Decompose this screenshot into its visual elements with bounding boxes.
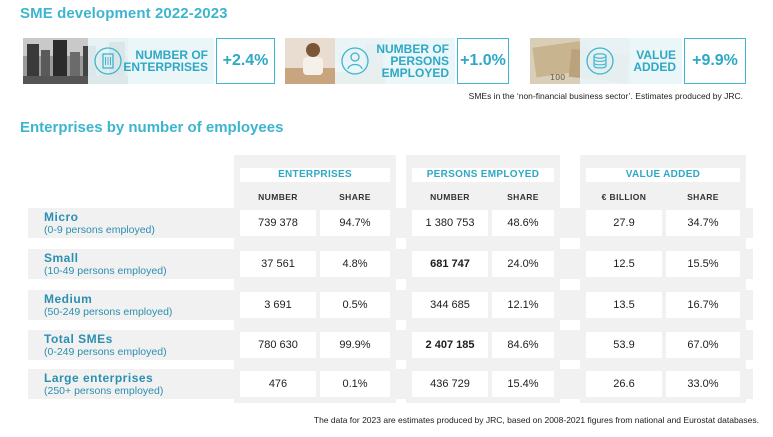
cell-medium-value-share: 16.7% <box>666 292 740 318</box>
coins-icon <box>585 46 615 76</box>
cell-micro-enterprises-share: 94.7% <box>320 210 390 236</box>
cell-small-enterprises-number: 37 561 <box>240 251 316 277</box>
cell-small-persons-number: 681 747 <box>412 251 488 277</box>
cell-total-persons-share: 84.6% <box>492 332 554 358</box>
cell-large-enterprises-share: 0.1% <box>320 371 390 397</box>
cell-medium-persons-number: 344 685 <box>412 292 488 318</box>
cell-total-enterprises-number: 780 630 <box>240 332 316 358</box>
cell-small-persons-share: 24.0% <box>492 251 554 277</box>
kpi-enterprises-label: NUMBER OF ENTERPRISES <box>128 38 214 84</box>
kpi-enterprises-value: +2.4% <box>216 38 275 84</box>
cell-micro-enterprises-number: 739 378 <box>240 210 316 236</box>
col-header-persons-number: NUMBER <box>430 192 470 202</box>
col-header-enterprises-number: NUMBER <box>258 192 298 202</box>
kpi-value-added <box>530 38 748 84</box>
cell-small-value-billion: 12.5 <box>586 251 662 277</box>
svg-text:100: 100 <box>550 73 566 82</box>
cell-micro-value-billion: 27.9 <box>586 210 662 236</box>
kpi-value-added-label: VALUE ADDED <box>620 38 682 84</box>
cell-medium-enterprises-share: 0.5% <box>320 292 390 318</box>
row-label-total-smes: Total SMEs (0-249 persons employed) <box>44 332 167 358</box>
row-label-large-enterprises: Large enterprises (250+ persons employed) <box>44 371 164 397</box>
cell-large-value-share: 33.0% <box>666 371 740 397</box>
cell-micro-persons-number: 1 380 753 <box>412 210 488 236</box>
cell-small-value-share: 15.5% <box>666 251 740 277</box>
group-header-persons-employed: PERSONS EMPLOYED <box>412 168 554 182</box>
building-icon-box <box>88 38 128 84</box>
cell-total-persons-number: 2 407 185 <box>412 332 488 358</box>
person-icon-box <box>335 38 375 84</box>
row-label-medium: Medium (50-249 persons employed) <box>44 292 173 318</box>
source-note: SMEs in the ‘non-financial business sector’. Estimates produced by JRC. <box>468 91 743 101</box>
person-icon <box>340 46 370 76</box>
col-header-value-billion: € BILLION <box>601 192 647 202</box>
col-header-enterprises-share: SHARE <box>339 192 371 202</box>
kpi-persons-employed-value: +1.0% <box>457 38 509 84</box>
group-header-enterprises: ENTERPRISES <box>240 168 390 182</box>
col-header-persons-share: SHARE <box>507 192 539 202</box>
kpi-persons-employed <box>285 38 525 84</box>
kpi-value-added-value: +9.9% <box>684 38 746 84</box>
coins-icon-box <box>580 38 620 84</box>
cell-large-enterprises-number: 476 <box>240 371 316 397</box>
table-title: Enterprises by number of employees <box>20 119 284 136</box>
cell-small-enterprises-share: 4.8% <box>320 251 390 277</box>
footnote: The data for 2023 are estimates produced by JRC, based on 2008-2021 figures from national and Eurostat databases. <box>313 415 759 425</box>
cell-large-persons-share: 15.4% <box>492 371 554 397</box>
kpi-enterprises <box>23 38 275 84</box>
col-header-value-share: SHARE <box>687 192 719 202</box>
group-header-value-added: VALUE ADDED <box>586 168 740 182</box>
row-label-small: Small (10-49 persons employed) <box>44 251 167 277</box>
cell-large-value-billion: 26.6 <box>586 371 662 397</box>
cell-total-value-share: 67.0% <box>666 332 740 358</box>
kpi-persons-employed-label: NUMBER OF PERSONS EMPLOYED <box>375 38 455 84</box>
cell-micro-persons-share: 48.6% <box>492 210 554 236</box>
building-icon <box>93 46 123 76</box>
cell-micro-value-share: 34.7% <box>666 210 740 236</box>
cell-medium-enterprises-number: 3 691 <box>240 292 316 318</box>
row-label-micro: Micro (0-9 persons employed) <box>44 210 155 236</box>
cell-medium-persons-share: 12.1% <box>492 292 554 318</box>
cell-large-persons-number: 436 729 <box>412 371 488 397</box>
cell-total-value-billion: 53.9 <box>586 332 662 358</box>
page-title: SME development 2022-2023 <box>20 5 228 22</box>
cell-total-enterprises-share: 99.9% <box>320 332 390 358</box>
cell-medium-value-billion: 13.5 <box>586 292 662 318</box>
